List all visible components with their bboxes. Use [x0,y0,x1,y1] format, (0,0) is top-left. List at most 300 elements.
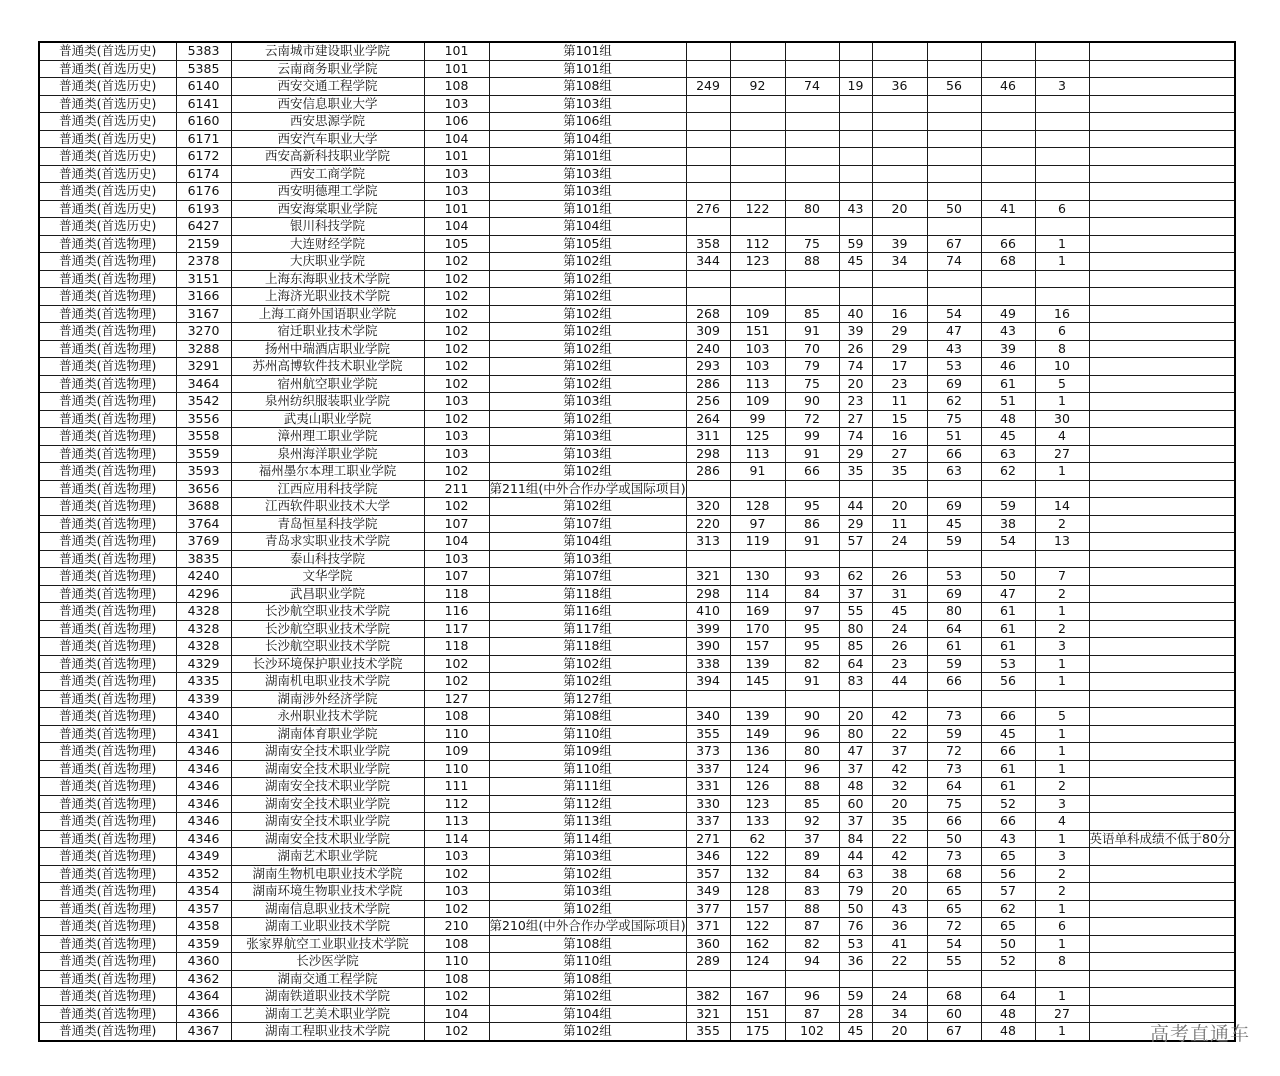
table-cell: 14 [1035,498,1089,516]
table-cell: 337 [686,813,730,831]
table-cell: 80 [785,200,839,218]
table-cell: 27 [1035,445,1089,463]
table-cell: 80 [927,603,981,621]
table-cell [1089,900,1235,918]
table-cell [981,148,1035,166]
table-cell: 第102组 [489,655,686,673]
table-cell [1089,708,1235,726]
table-cell: 119 [730,533,785,551]
table-cell [1035,183,1089,201]
table-cell: 青岛求实职业技术学院 [231,533,424,551]
table-cell: 87 [785,918,839,936]
table-cell: 文华学院 [231,568,424,586]
table-cell: 第118组 [489,638,686,656]
table-row [39,498,1235,516]
table-cell: 29 [872,340,927,358]
table-cell: 3556 [176,410,231,428]
table-cell [686,270,730,288]
table-cell [1089,795,1235,813]
table-cell: 6141 [176,95,231,113]
table-cell: 普通类(首选物理) [39,270,176,288]
table-cell: 74 [839,358,872,376]
table-cell: 60 [839,795,872,813]
table-cell [1089,358,1235,376]
table-cell [1035,95,1089,113]
table-cell [839,165,872,183]
table-cell: 3558 [176,428,231,446]
table-cell [1089,235,1235,253]
table-cell: 3835 [176,550,231,568]
table-cell [730,270,785,288]
table-cell [872,270,927,288]
table-cell: 56 [981,673,1035,691]
table-cell: 64 [981,988,1035,1006]
table-cell: 110 [424,725,489,743]
table-cell: 65 [981,918,1035,936]
table-cell: 108 [424,970,489,988]
table-cell: 英语单科成绩不低于80分 [1089,830,1235,848]
table-cell: 第104组 [489,533,686,551]
table-cell: 上海东海职业技术学院 [231,270,424,288]
table-cell [1089,778,1235,796]
table-row [39,375,1235,393]
table-cell: 普通类(首选物理) [39,673,176,691]
table-cell: 35 [872,463,927,481]
table-cell: 普通类(首选历史) [39,183,176,201]
table-cell: 65 [927,883,981,901]
table-cell: 136 [730,743,785,761]
table-cell: 第102组 [489,288,686,306]
table-cell [927,130,981,148]
table-cell: 75 [927,795,981,813]
table-cell [1089,200,1235,218]
table-cell [1089,410,1235,428]
table-cell: 99 [730,410,785,428]
table-cell [1089,533,1235,551]
table-cell [1089,305,1235,323]
table-cell: 102 [424,340,489,358]
table-cell: 普通类(首选物理) [39,393,176,411]
table-cell: 357 [686,865,730,883]
table-cell: 167 [730,988,785,1006]
table-cell: 102 [424,463,489,481]
table-cell [1089,42,1235,60]
table-cell: 普通类(首选物理) [39,305,176,323]
table-cell: 4 [1035,428,1089,446]
table-cell: 1 [1035,655,1089,673]
table-cell: 湖南安全技术职业学院 [231,830,424,848]
table-cell: 69 [927,375,981,393]
table-cell: 普通类(首选物理) [39,988,176,1006]
table-cell: 普通类(首选物理) [39,235,176,253]
table-cell: 26 [872,638,927,656]
table-cell: 6 [1035,323,1089,341]
table-cell: 3769 [176,533,231,551]
table-row [39,638,1235,656]
table-cell: 107 [424,515,489,533]
table-cell: 410 [686,603,730,621]
table-cell: 61 [927,638,981,656]
table-cell: 293 [686,358,730,376]
table-cell: 108 [424,935,489,953]
table-cell [1089,585,1235,603]
table-cell: 70 [785,340,839,358]
table-cell: 38 [872,865,927,883]
table-cell: 银川科技学院 [231,218,424,236]
table-cell [730,550,785,568]
table-cell: 73 [927,760,981,778]
table-cell: 第104组 [489,1005,686,1023]
table-cell [785,550,839,568]
table-cell: 355 [686,1023,730,1041]
table-cell [730,60,785,78]
table-cell: 第108组 [489,935,686,953]
table-row [39,323,1235,341]
table-cell [1035,288,1089,306]
table-cell: 50 [927,830,981,848]
table-cell: 59 [927,533,981,551]
table-row [39,918,1235,936]
table-cell: 107 [424,568,489,586]
table-cell: 320 [686,498,730,516]
table-cell [730,288,785,306]
table-cell [839,480,872,498]
table-row [39,183,1235,201]
table-cell: 101 [424,60,489,78]
table-cell: 4360 [176,953,231,971]
table-cell: 330 [686,795,730,813]
table-cell: 27 [872,445,927,463]
table-cell: 73 [927,708,981,726]
table-cell: 105 [424,235,489,253]
table-cell [686,148,730,166]
table-cell [839,270,872,288]
table-cell: 66 [927,445,981,463]
table-cell: 6 [1035,918,1089,936]
table-cell [839,42,872,60]
table-cell: 45 [981,725,1035,743]
table-cell: 64 [927,620,981,638]
table-cell [686,183,730,201]
table-row [39,148,1235,166]
table-cell [1089,568,1235,586]
table-cell: 102 [424,1023,489,1041]
table-cell [1089,480,1235,498]
table-cell: 普通类(首选物理) [39,848,176,866]
table-cell [686,95,730,113]
table-cell [1089,550,1235,568]
table-cell: 4328 [176,638,231,656]
table-cell [1089,655,1235,673]
table-cell: 63 [839,865,872,883]
table-cell [872,550,927,568]
table-cell: 68 [927,865,981,883]
table-cell: 101 [424,148,489,166]
table-cell: 86 [785,515,839,533]
table-cell: 88 [785,778,839,796]
table-cell: 46 [981,78,1035,96]
table-cell: 47 [981,585,1035,603]
table-cell: 113 [424,813,489,831]
table-cell: 52 [981,795,1035,813]
table-cell: 79 [785,358,839,376]
table-cell [839,95,872,113]
table-cell: 5385 [176,60,231,78]
table-cell [1035,113,1089,131]
table-cell: 104 [424,533,489,551]
table-cell: 83 [839,673,872,691]
table-cell [785,42,839,60]
table-cell: 61 [981,760,1035,778]
table-cell [872,183,927,201]
table-cell [927,165,981,183]
table-cell: 青岛恒星科技学院 [231,515,424,533]
table-cell: 24 [872,988,927,1006]
table-cell [1035,42,1089,60]
table-cell: 32 [872,778,927,796]
table-cell: 4362 [176,970,231,988]
table-cell: 75 [927,410,981,428]
table-cell: 53 [839,935,872,953]
table-cell [1035,218,1089,236]
table-cell: 大连财经学院 [231,235,424,253]
table-cell: 3 [1035,78,1089,96]
table-cell: 11 [872,393,927,411]
table-cell: 360 [686,935,730,953]
table-cell: 第102组 [489,498,686,516]
table-cell: 84 [785,865,839,883]
table-cell: 102 [424,305,489,323]
table-cell: 349 [686,883,730,901]
table-cell [981,218,1035,236]
table-cell [730,113,785,131]
table-cell: 第103组 [489,428,686,446]
table-cell: 29 [839,445,872,463]
table-cell: 104 [424,218,489,236]
table-cell: 211 [424,480,489,498]
table-cell: 普通类(首选历史) [39,148,176,166]
table-cell: 42 [872,848,927,866]
table-row [39,1005,1235,1023]
table-cell: 5 [1035,375,1089,393]
table-cell: 382 [686,988,730,1006]
table-cell: 358 [686,235,730,253]
table-cell: 第106组 [489,113,686,131]
table-cell: 37 [839,585,872,603]
table-cell: 13 [1035,533,1089,551]
table-cell: 苏州高博软件技术职业学院 [231,358,424,376]
table-cell [927,288,981,306]
table-cell [1089,813,1235,831]
table-row [39,935,1235,953]
table-cell: 64 [927,778,981,796]
table-cell: 31 [872,585,927,603]
table-cell: 61 [981,638,1035,656]
table-cell: 126 [730,778,785,796]
table-cell: 1 [1035,393,1089,411]
table-cell: 1 [1035,988,1089,1006]
table-cell: 122 [730,848,785,866]
table-cell: 长沙医学院 [231,953,424,971]
table-cell: 102 [424,865,489,883]
table-cell: 6140 [176,78,231,96]
table-cell: 67 [927,235,981,253]
table-cell: 286 [686,375,730,393]
table-cell: 82 [785,935,839,953]
table-cell: 170 [730,620,785,638]
table-cell [927,95,981,113]
table-cell: 321 [686,1005,730,1023]
table-cell: 95 [785,498,839,516]
table-cell: 1 [1035,253,1089,271]
table-cell: 50 [981,568,1035,586]
table-cell [981,970,1035,988]
table-cell: 5 [1035,708,1089,726]
table-cell: 68 [927,988,981,1006]
table-cell: 第102组 [489,253,686,271]
table-cell [981,60,1035,78]
table-cell: 20 [872,200,927,218]
table-cell [785,165,839,183]
table-cell: 112 [424,795,489,813]
table-cell: 54 [981,533,1035,551]
table-cell [686,970,730,988]
table-cell: 4346 [176,743,231,761]
table-row [39,340,1235,358]
table-cell: 34 [872,1005,927,1023]
table-cell: 139 [730,708,785,726]
table-cell [1089,428,1235,446]
watermark: 高考直通车 [1149,1023,1250,1045]
table-cell: 第109组 [489,743,686,761]
table-cell: 4364 [176,988,231,1006]
table-cell: 41 [981,200,1035,218]
table-cell: 西安海棠职业学院 [231,200,424,218]
table-cell: 66 [981,235,1035,253]
table-cell: 62 [730,830,785,848]
table-cell: 83 [785,883,839,901]
table-cell: 313 [686,533,730,551]
table-cell: 117 [424,620,489,638]
table-cell: 20 [872,1023,927,1041]
table-cell [1089,988,1235,1006]
table-cell [730,480,785,498]
table-cell: 1 [1035,463,1089,481]
table-cell: 普通类(首选物理) [39,533,176,551]
table-cell: 5383 [176,42,231,60]
table-cell: 4358 [176,918,231,936]
table-cell [839,288,872,306]
table-cell: 67 [927,1023,981,1041]
table-cell: 123 [730,795,785,813]
table-cell: 17 [872,358,927,376]
table-cell: 第103组 [489,550,686,568]
table-cell: 大庆职业学院 [231,253,424,271]
table-cell: 武夷山职业学院 [231,410,424,428]
table-cell: 102 [424,323,489,341]
table-cell: 26 [872,568,927,586]
table-cell: 普通类(首选物理) [39,655,176,673]
table-cell: 第102组 [489,270,686,288]
table-row [39,60,1235,78]
table-cell: 104 [424,130,489,148]
table-cell: 76 [839,918,872,936]
table-cell [1089,673,1235,691]
table-cell: 57 [839,533,872,551]
table-cell [1089,970,1235,988]
table-row [39,305,1235,323]
table-cell: 2 [1035,515,1089,533]
table-row [39,603,1235,621]
table-cell: 普通类(首选历史) [39,113,176,131]
table-cell: 47 [839,743,872,761]
table-cell: 3 [1035,795,1089,813]
table-cell: 普通类(首选物理) [39,690,176,708]
table-cell: 20 [872,883,927,901]
table-cell: 43 [981,830,1035,848]
table-cell: 普通类(首选物理) [39,743,176,761]
table-cell: 3167 [176,305,231,323]
table-cell: 64 [839,655,872,673]
table-cell: 1 [1035,1023,1089,1041]
table-cell: 80 [785,743,839,761]
table-cell: 56 [981,865,1035,883]
table-cell: 3688 [176,498,231,516]
table-cell: 132 [730,865,785,883]
table-cell: 102 [424,358,489,376]
table-cell: 47 [927,323,981,341]
table-cell [730,130,785,148]
table-row [39,288,1235,306]
table-cell: 第101组 [489,42,686,60]
table-cell: 1 [1035,673,1089,691]
table-cell: 普通类(首选历史) [39,42,176,60]
table-cell: 3464 [176,375,231,393]
table-cell [1089,288,1235,306]
table-cell [981,130,1035,148]
table-cell: 41 [872,935,927,953]
table-cell: 第101组 [489,60,686,78]
table-cell [927,270,981,288]
table-cell: 23 [872,655,927,673]
table-cell: 长沙环境保护职业技术学院 [231,655,424,673]
table-cell [927,550,981,568]
table-cell: 西安思源学院 [231,113,424,131]
table-cell [1089,865,1235,883]
table-cell: 20 [872,498,927,516]
table-cell: 145 [730,673,785,691]
table-cell: 36 [872,918,927,936]
table-cell: 79 [839,883,872,901]
table-cell: 4349 [176,848,231,866]
table-cell: 4328 [176,620,231,638]
table-cell: 102 [785,1023,839,1041]
table-cell: 1 [1035,603,1089,621]
table-cell [1035,550,1089,568]
table-cell: 8 [1035,953,1089,971]
table-cell: 66 [785,463,839,481]
table-cell: 125 [730,428,785,446]
table-cell [981,113,1035,131]
table-cell [1089,445,1235,463]
table-cell: 45 [872,603,927,621]
table-cell [1089,393,1235,411]
table-cell: 3291 [176,358,231,376]
table-cell: 湖南机电职业技术学院 [231,673,424,691]
table-cell: 4346 [176,830,231,848]
table-cell [785,60,839,78]
table-cell: 55 [927,953,981,971]
